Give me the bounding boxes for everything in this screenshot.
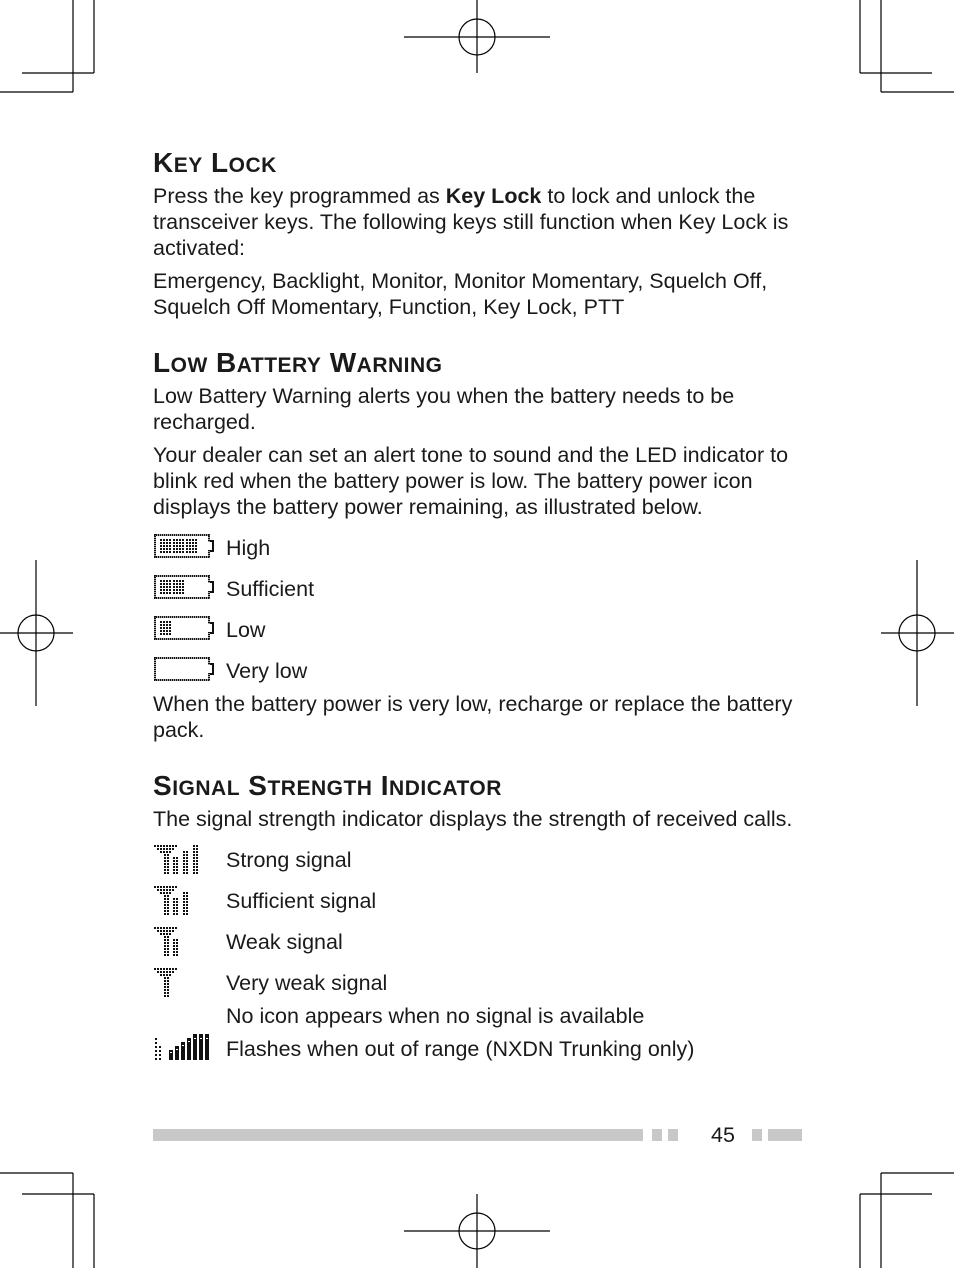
low-battery-recharge-note: When the battery power is very low, recharge or replace the battery pack. bbox=[153, 692, 793, 742]
battery-sufficient-icon bbox=[153, 572, 226, 602]
footer-bar bbox=[153, 1129, 643, 1141]
signal-level-label: Very weak signal bbox=[226, 971, 388, 995]
battery-level-list bbox=[153, 520, 813, 684]
page-number: 45 bbox=[711, 1123, 735, 1147]
battery-level-row bbox=[153, 561, 813, 602]
signal-strength-heading: SIGNAL STRENGTH INDICATOR bbox=[153, 770, 502, 801]
battery-level-label: High bbox=[226, 536, 271, 560]
signal-level-label: Weak signal bbox=[226, 930, 343, 954]
low-battery-description: Your dealer can set an alert tone to sound and the LED indicator to blink red when the battery power is low. The battery power icon displays the battery power remaining, as illustrated below. bbox=[153, 443, 789, 519]
footer-bar-right bbox=[768, 1129, 802, 1141]
signal-level-label: Sufficient signal bbox=[226, 889, 377, 913]
signal-sufficient-icon bbox=[153, 884, 226, 914]
signal-level-row bbox=[153, 955, 813, 996]
signal-level-list bbox=[153, 832, 813, 1062]
key-lock-key-list: Emergency, Backlight, Monitor, Monitor Momentary, Squelch Off, Squelch Off Momentary, Function, Key Lock, PTT bbox=[153, 269, 768, 319]
signal-weak-icon bbox=[153, 925, 226, 955]
key-lock-heading: KEY LOCK bbox=[153, 147, 277, 178]
battery-low-icon bbox=[153, 613, 226, 643]
signal-level-row bbox=[153, 873, 813, 914]
battery-level-label: Sufficient bbox=[226, 577, 315, 601]
footer-bar-dot bbox=[668, 1129, 678, 1141]
signal-strong-icon bbox=[153, 843, 226, 873]
battery-level-label: Low bbox=[226, 618, 266, 642]
out-of-range-row bbox=[153, 1029, 813, 1062]
footer-bar-dot bbox=[752, 1129, 762, 1141]
no-signal-row bbox=[153, 996, 813, 1029]
battery-high-icon bbox=[153, 531, 226, 561]
battery-very-low-icon bbox=[153, 654, 226, 684]
signal-level-row bbox=[153, 832, 813, 873]
key-lock-paragraph: Press the key programmed as Key Lock to lock and unlock the transceiver keys. The following keys still function when Key Lock is activated: bbox=[153, 184, 789, 260]
battery-level-row bbox=[153, 520, 813, 561]
no-signal-label: No icon appears when no signal is available bbox=[226, 1004, 645, 1028]
signal-strength-intro: The signal strength indicator displays the strength of received calls. bbox=[153, 807, 793, 831]
page-content bbox=[153, 146, 813, 1062]
low-battery-intro: Low Battery Warning alerts you when the battery needs to be recharged. bbox=[153, 384, 735, 434]
signal-level-label: Strong signal bbox=[226, 848, 352, 872]
out-of-range-icon bbox=[153, 1032, 226, 1062]
low-battery-heading: LOW BATTERY WARNING bbox=[153, 347, 443, 378]
out-of-range-label: Flashes when out of range (NXDN Trunking only) bbox=[226, 1037, 695, 1061]
battery-level-label: Very low bbox=[226, 659, 308, 683]
footer-bar-dot bbox=[652, 1129, 662, 1141]
signal-very-weak-icon bbox=[153, 966, 226, 996]
battery-level-row bbox=[153, 602, 813, 643]
signal-level-row bbox=[153, 914, 813, 955]
battery-level-row bbox=[153, 643, 813, 684]
